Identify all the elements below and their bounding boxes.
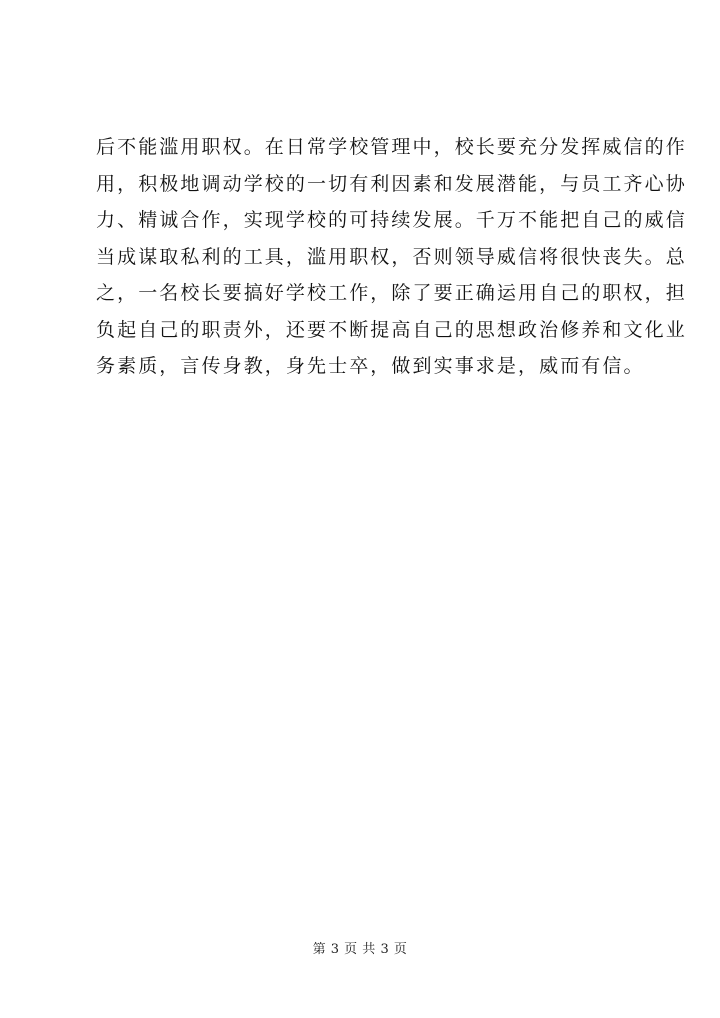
paragraph-line: 当成谋取私利的工具，滥用职权，否则领导威信将很快丧失。总 — [96, 245, 687, 268]
paragraph-line: 后不能滥用职权。在日常学校管理中，校长要充分发挥威信的作 — [96, 136, 687, 158]
body-paragraph — [96, 129, 687, 385]
paragraph-line: 力、精诚合作，实现学校的可持续发展。千万不能把自己的威信 — [96, 209, 687, 231]
paragraph-line: 之，一名校长要搞好学校工作，除了要正确运用自己的职权，担 — [96, 282, 687, 304]
paragraph-line: 用，积极地调动学校的一切有利因素和发展潜能，与员工齐心协 — [96, 172, 687, 195]
page-number-footer: 第 3 页 共 3 页 — [312, 942, 408, 957]
paragraph-line: 务素质，言传身教，身先士卒，做到实事求是，威而有信。 — [96, 355, 645, 377]
paragraph-line: 负起自己的职责外，还要不断提高自己的思想政治修养和文化业 — [96, 318, 687, 341]
